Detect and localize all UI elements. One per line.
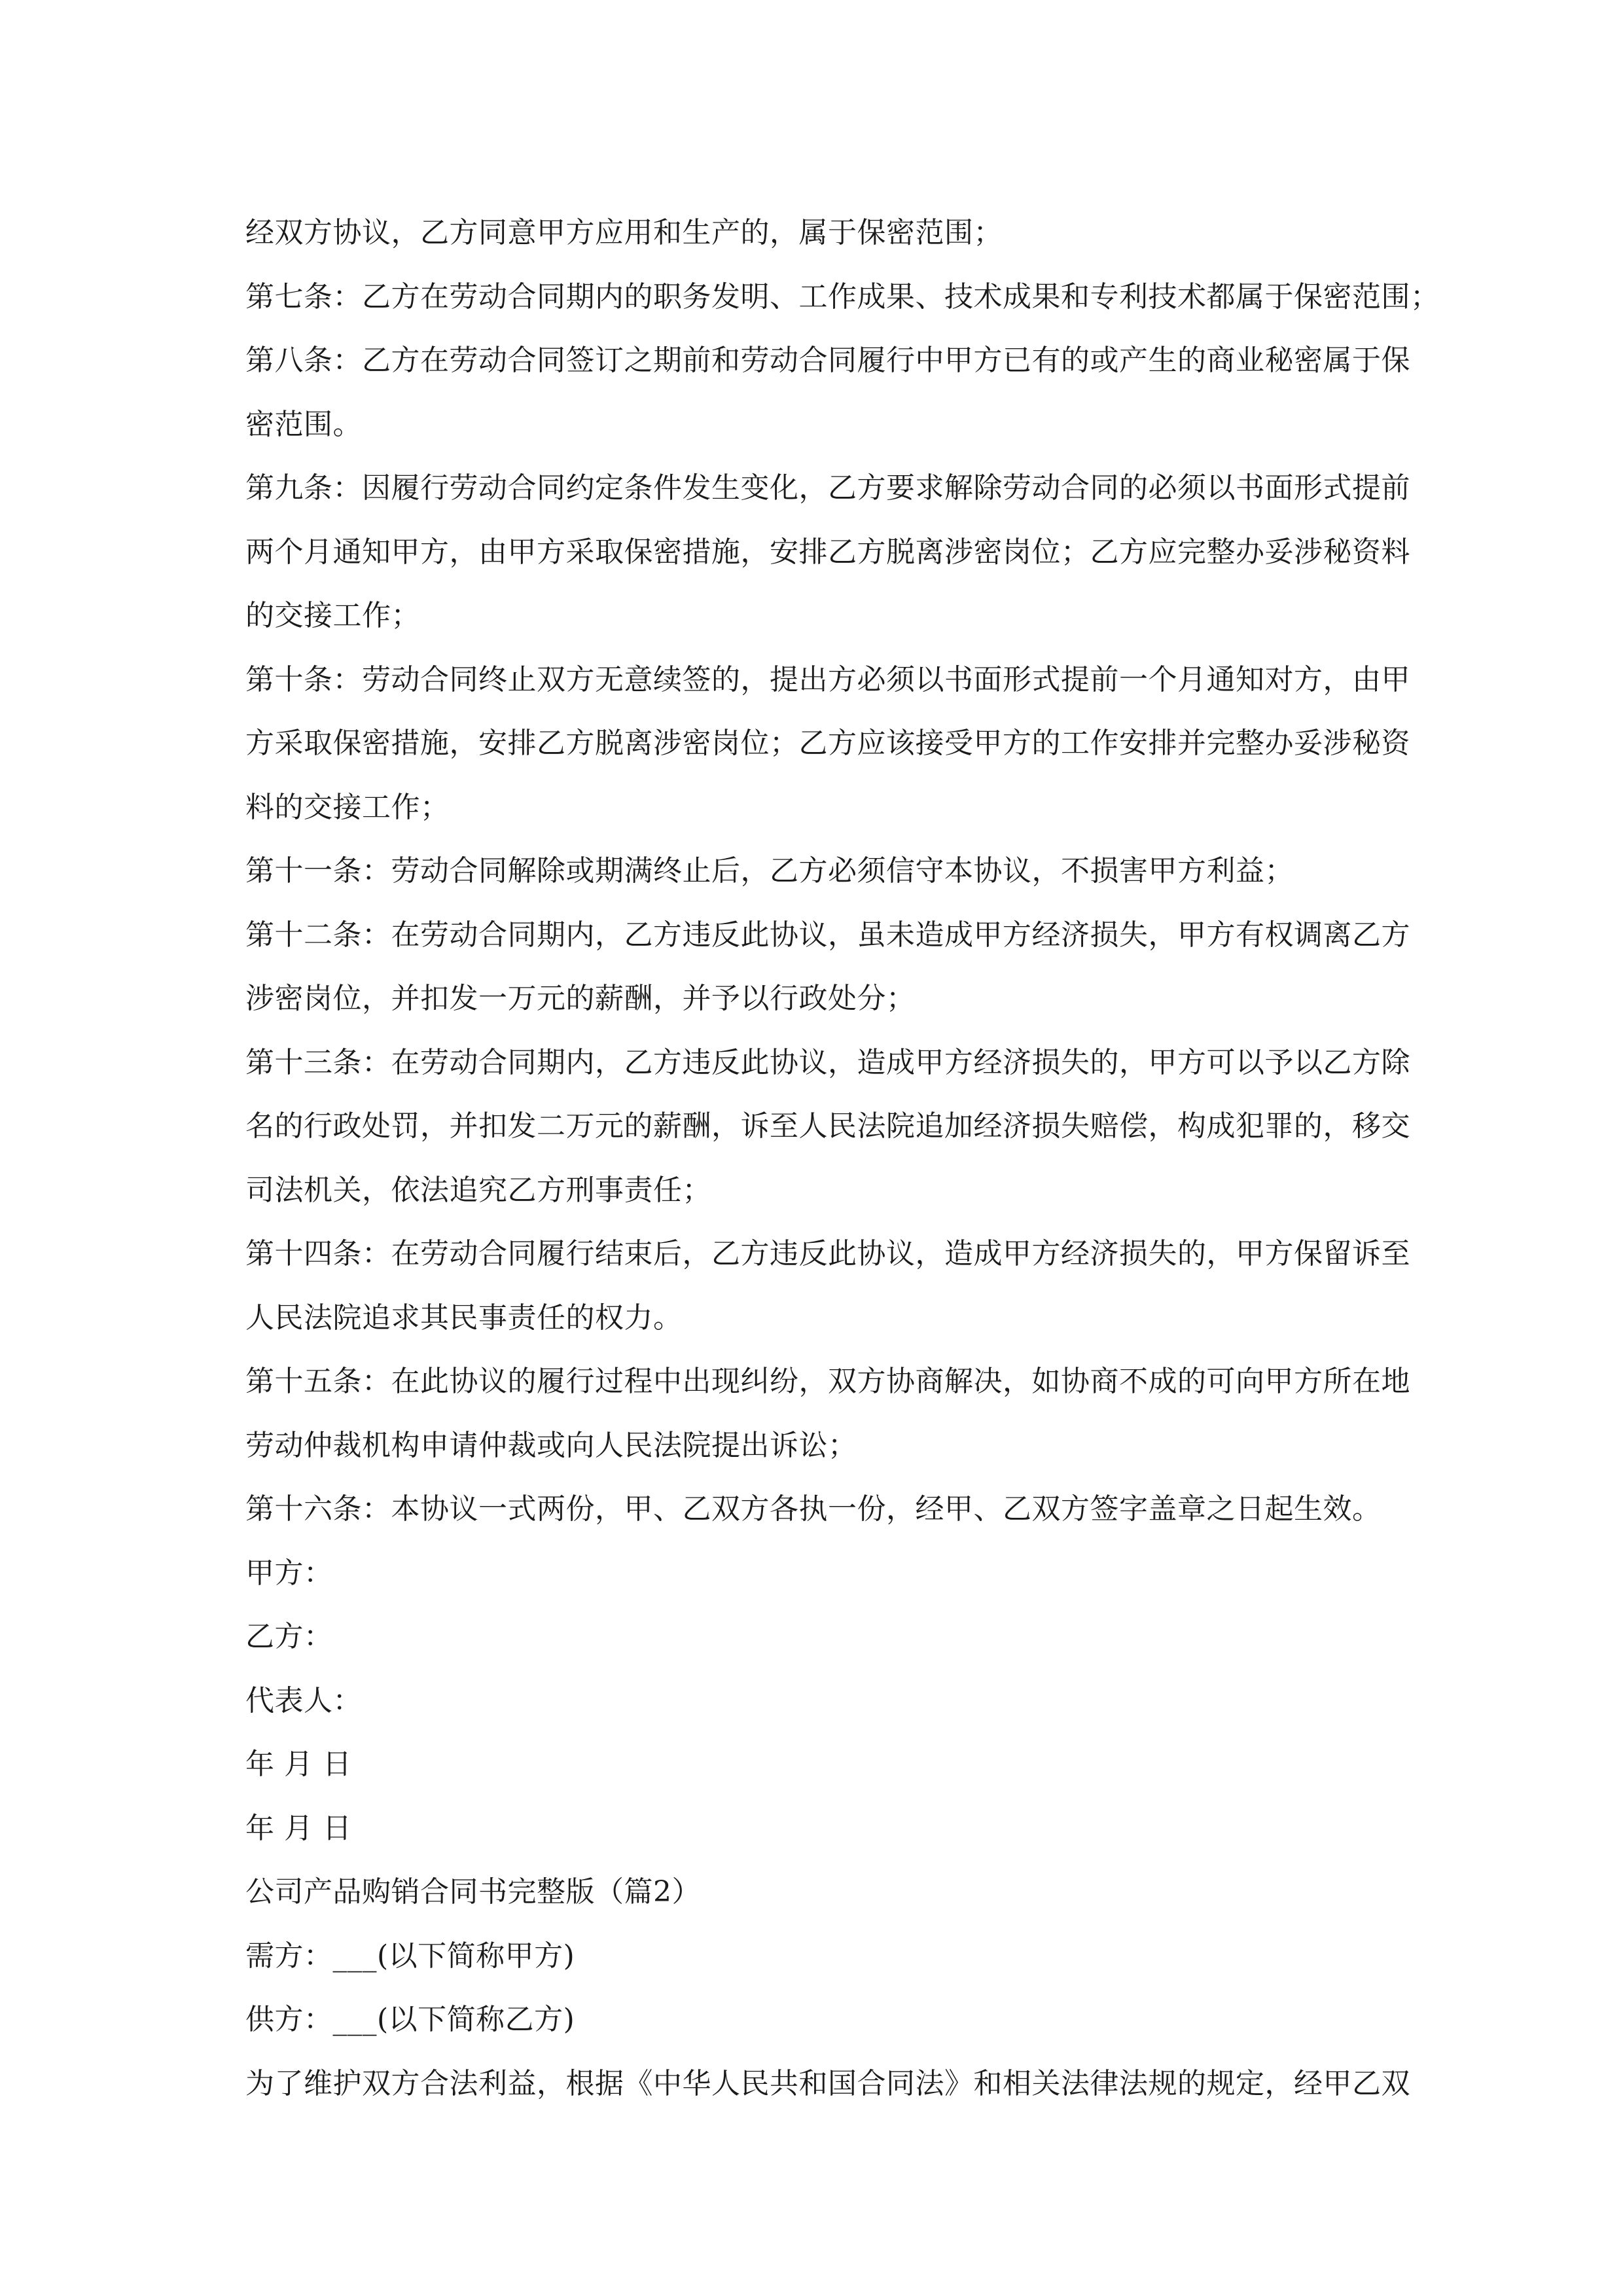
text-line: 第十五条：在此协议的履行过程中出现纠纷，双方协商解决，如协商不成的可向甲方所在地 bbox=[245, 1365, 1410, 1398]
text-line: 第十一条：劳动合同解除或期满终止后，乙方必须信守本协议，不损害甲方利益； bbox=[245, 854, 1294, 888]
text-line: 涉密岗位，并扣发一万元的薪酬，并予以行政处分； bbox=[245, 982, 916, 1015]
date-line: 年 月 日 bbox=[245, 1748, 352, 1781]
text-line: 司法机关，依法追究乙方刑事责任； bbox=[245, 1173, 711, 1207]
text-line: 第十六条：本协议一式两份，甲、乙双方各执一份，经甲、乙双方签字盖章之日起生效。 bbox=[245, 1492, 1382, 1526]
text-line: 方采取保密措施，安排乙方脱离涉密岗位；乙方应该接受甲方的工作安排并完整办妥涉秘资 bbox=[245, 726, 1410, 760]
text-line: 密范围。 bbox=[245, 407, 362, 441]
text-line: 第七条：乙方在劳动合同期内的职务发明、工作成果、技术成果和专利技术都属于保密范围； bbox=[245, 279, 1440, 314]
text-line: 第十三条：在劳动合同期内，乙方违反此协议，造成甲方经济损失的，甲方可以予以乙方除 bbox=[245, 1045, 1410, 1079]
text-line: 名的行政处罚，并扣发二万元的薪酬，诉至人民法院追加经济损失赔偿，构成犯罪的，移交 bbox=[245, 1109, 1410, 1143]
text-line: 第九条：因履行劳动合同约定条件发生变化，乙方要求解除劳动合同的必须以书面形式提前 bbox=[245, 471, 1410, 505]
party-buyer-line: 需方：___(以下简称甲方) bbox=[245, 1939, 575, 1973]
text-line: 为了维护双方合法利益，根据《中华人民共和国合同法》和相关法律法规的规定，经甲乙双 bbox=[245, 2066, 1410, 2100]
text-line: 第十二条：在劳动合同期内，乙方违反此协议，虽未造成甲方经济损失，甲方有权调离乙方 bbox=[245, 918, 1410, 952]
text-line: 的交接工作； bbox=[245, 599, 420, 632]
party-supplier-line: 供方：___(以下简称乙方) bbox=[245, 2003, 575, 2036]
signature-label-party-a: 甲方： bbox=[245, 1556, 333, 1590]
document-body bbox=[245, 201, 1440, 2115]
text-line: 经双方协议，乙方同意甲方应用和生产的，属于保密范围； bbox=[245, 216, 1003, 249]
date-line: 年 月 日 bbox=[245, 1811, 352, 1845]
text-line: 劳动仲裁机构申请仲裁或向人民法院提出诉讼； bbox=[245, 1428, 857, 1462]
text-line: 人民法院追求其民事责任的权力。 bbox=[245, 1300, 683, 1335]
text-line: 第十四条：在劳动合同履行结束后，乙方违反此协议，造成甲方经济损失的，甲方保留诉至 bbox=[245, 1237, 1410, 1270]
signature-label-party-b: 乙方： bbox=[245, 1620, 333, 1653]
signature-label-representative: 代表人： bbox=[245, 1683, 362, 1717]
text-line: 第十条：劳动合同终止双方无意续签的，提出方必须以书面形式提前一个月通知对方，由甲 bbox=[245, 662, 1410, 696]
text-line: 料的交接工作； bbox=[245, 790, 450, 824]
section-title: 公司产品购销合同书完整版（篇2） bbox=[245, 1875, 701, 1909]
text-line: 两个月通知甲方，由甲方采取保密措施，安排乙方脱离涉密岗位；乙方应完整办妥涉秘资料 bbox=[245, 535, 1410, 569]
text-line: 第八条：乙方在劳动合同签订之期前和劳动合同履行中甲方已有的或产生的商业秘密属于保 bbox=[245, 344, 1410, 377]
